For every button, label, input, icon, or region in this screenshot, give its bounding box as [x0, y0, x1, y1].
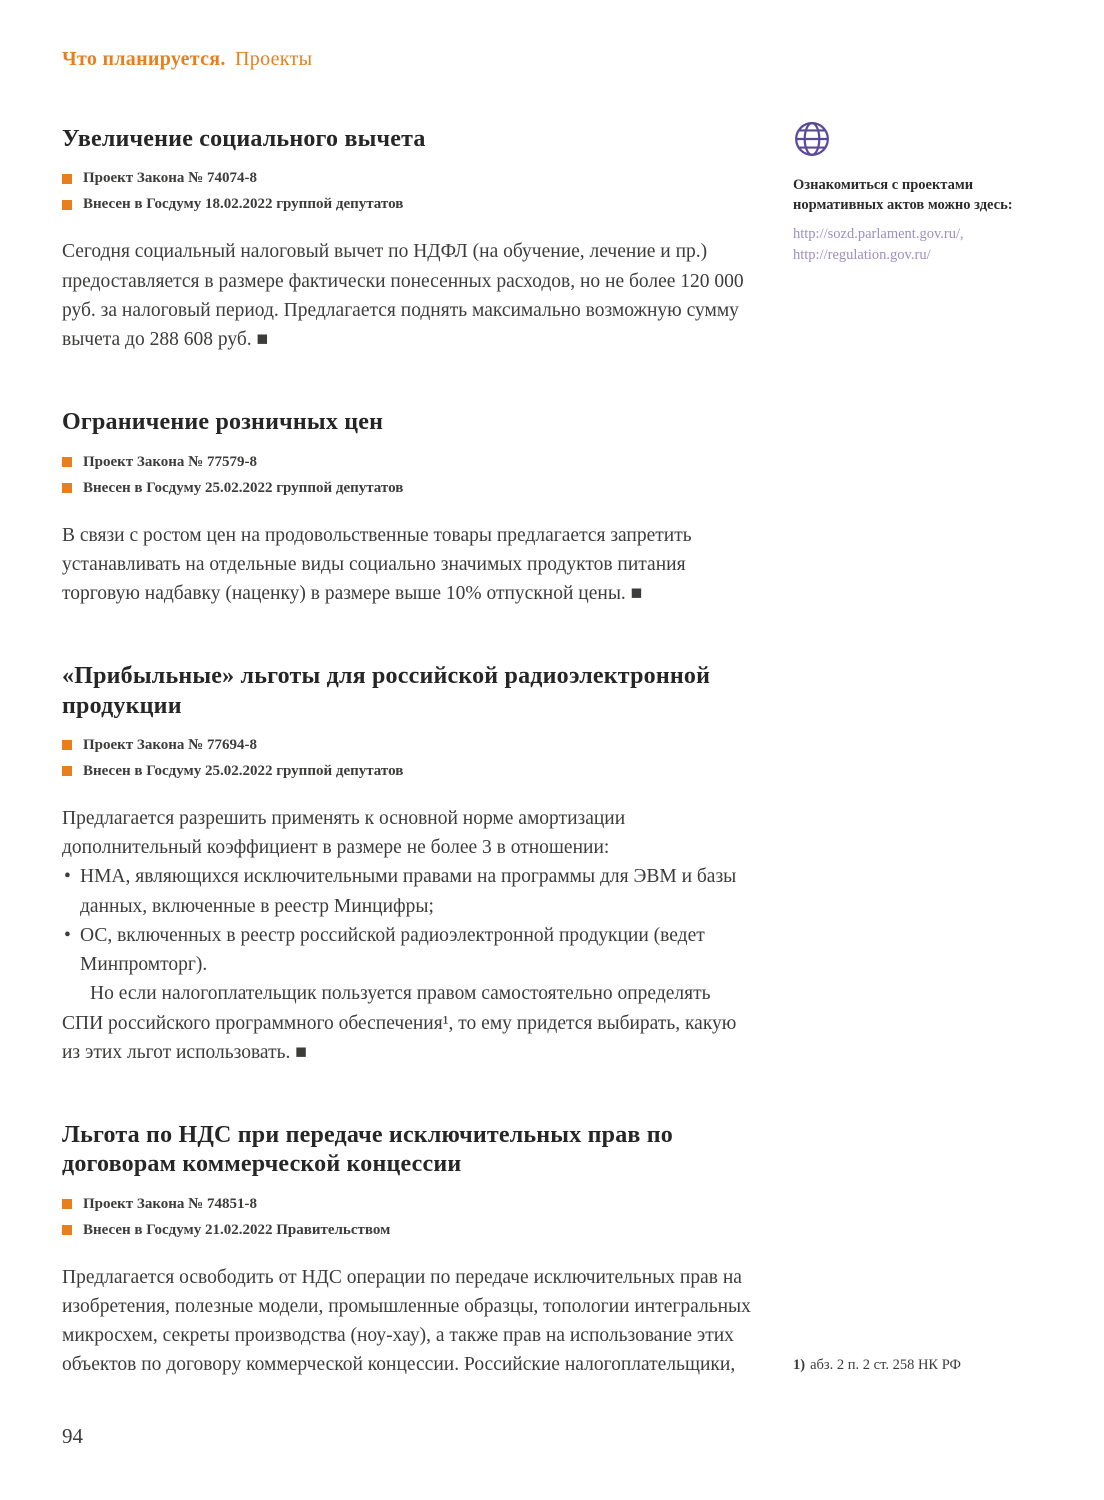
footnote — [793, 1357, 1053, 1374]
breadcrumb-section: Что планируется. — [62, 48, 226, 70]
article-title: Льгота по НДС при передаче исключительных прав по договорам коммерческой концессии — [62, 1122, 674, 1178]
meta-line — [62, 737, 752, 754]
bullet-square-icon — [62, 740, 72, 750]
meta-line — [62, 1222, 752, 1239]
law-project-number: Проект Закона № 74074-8 — [83, 170, 258, 187]
bullet-square-icon — [62, 200, 72, 210]
law-submission-info: Внесен в Госдуму 25.02.2022 группой депутатов — [83, 762, 404, 779]
article-paragraph: Предлагается освободить от НДС операции по передаче исключительных прав на изобретения, полезные модели, промышленные образцы, топологии интегральных микросхем, секреты производства (ноу-хау), а также прав на использование этих объектов по договору коммерческой концессии. Российские налогоплательщики, — [62, 1266, 751, 1376]
footnote-marker: 1) — [793, 1357, 806, 1373]
article-paragraph: Сегодня социальный налоговый вычет по НДФЛ (на обучение, лечение и пр.) предоставляется в размере фактически понесенных расходов, но не более 120 000 руб. за налоговый период. Предлагается поднять максимально возможную сумму вычета до 288 608 руб. ■ — [62, 241, 744, 351]
article-title: «Прибыльные» льготы для российской радиоэлектронной продукции — [62, 663, 711, 719]
meta-line — [62, 196, 752, 213]
footnote-text: абз. 2 п. 2 ст. 258 НК РФ — [810, 1357, 961, 1373]
article-section — [62, 125, 752, 354]
article-paragraph: Но если налогоплательщик пользуется правом самостоятельно определять СПИ российского программного обеспечения¹, то ему придется выбирать, какую из этих льгот использовать. ■ — [62, 983, 737, 1063]
law-submission-info: Внесен в Госдуму 21.02.2022 Правительством — [83, 1221, 391, 1238]
page-number: 94 — [62, 1424, 83, 1448]
bullet-square-icon — [62, 1225, 72, 1235]
article-paragraph: В связи с ростом цен на продовольственные товары предлагается запретить устанавливать на отдельные виды социально значимых продуктов питания торговую надбавку (наценку) в размере выше 10% отпускной цены. ■ — [62, 524, 692, 605]
bullet-square-icon — [62, 457, 72, 467]
law-project-number: Проект Закона № 77579-8 — [83, 453, 258, 470]
section-breadcrumb — [62, 48, 752, 71]
bullet-square-icon — [62, 174, 72, 184]
globe-icon — [793, 120, 1048, 163]
bullet-list-item: • НМА, являющихся исключительными правами на программы для ЭВМ и базы данных, включенные в реестр Минцифры; — [62, 862, 752, 921]
law-project-number: Проект Закона № 74851-8 — [83, 1195, 258, 1212]
meta-line — [62, 763, 752, 780]
regulation-gov-link[interactable]: http://regulation.gov.ru/ — [793, 246, 931, 263]
law-submission-info: Внесен в Госдуму 25.02.2022 группой депутатов — [83, 479, 404, 496]
article-title: Увеличение социального вычета — [62, 126, 426, 152]
article-title: Ограничение розничных цен — [62, 409, 384, 436]
law-submission-info: Внесен в Госдуму 18.02.2022 группой депутатов — [83, 196, 404, 213]
meta-line — [62, 1196, 752, 1213]
bullet-list-item: • ОС, включенных в реестр российской радиоэлектронной продукции (ведет Минпромторг). — [62, 921, 752, 980]
article-section — [62, 662, 752, 1067]
meta-line — [62, 454, 752, 471]
law-project-number: Проект Закона № 77694-8 — [83, 736, 258, 753]
article-paragraph: Предлагается разрешить применять к основной норме амортизации дополнительный коэффициент в размере не более 3 в отношении: — [62, 807, 626, 859]
article-section — [62, 1121, 752, 1380]
sozd-parlament-link[interactable]: http://sozd.parlament.gov.ru/, — [793, 225, 964, 242]
bullet-square-icon — [62, 483, 72, 493]
sidebar-note-title: Ознакомиться с проектами нормативных актов можно здесь: — [793, 177, 1013, 214]
breadcrumb-subsection: Проекты — [235, 48, 313, 70]
bullet-list — [62, 862, 752, 979]
sidebar-note — [793, 120, 1048, 266]
meta-line — [62, 480, 752, 497]
article-section — [62, 408, 752, 608]
bullet-square-icon — [62, 766, 72, 776]
main-column — [62, 48, 752, 1380]
meta-line — [62, 170, 752, 187]
bullet-square-icon — [62, 1199, 72, 1209]
